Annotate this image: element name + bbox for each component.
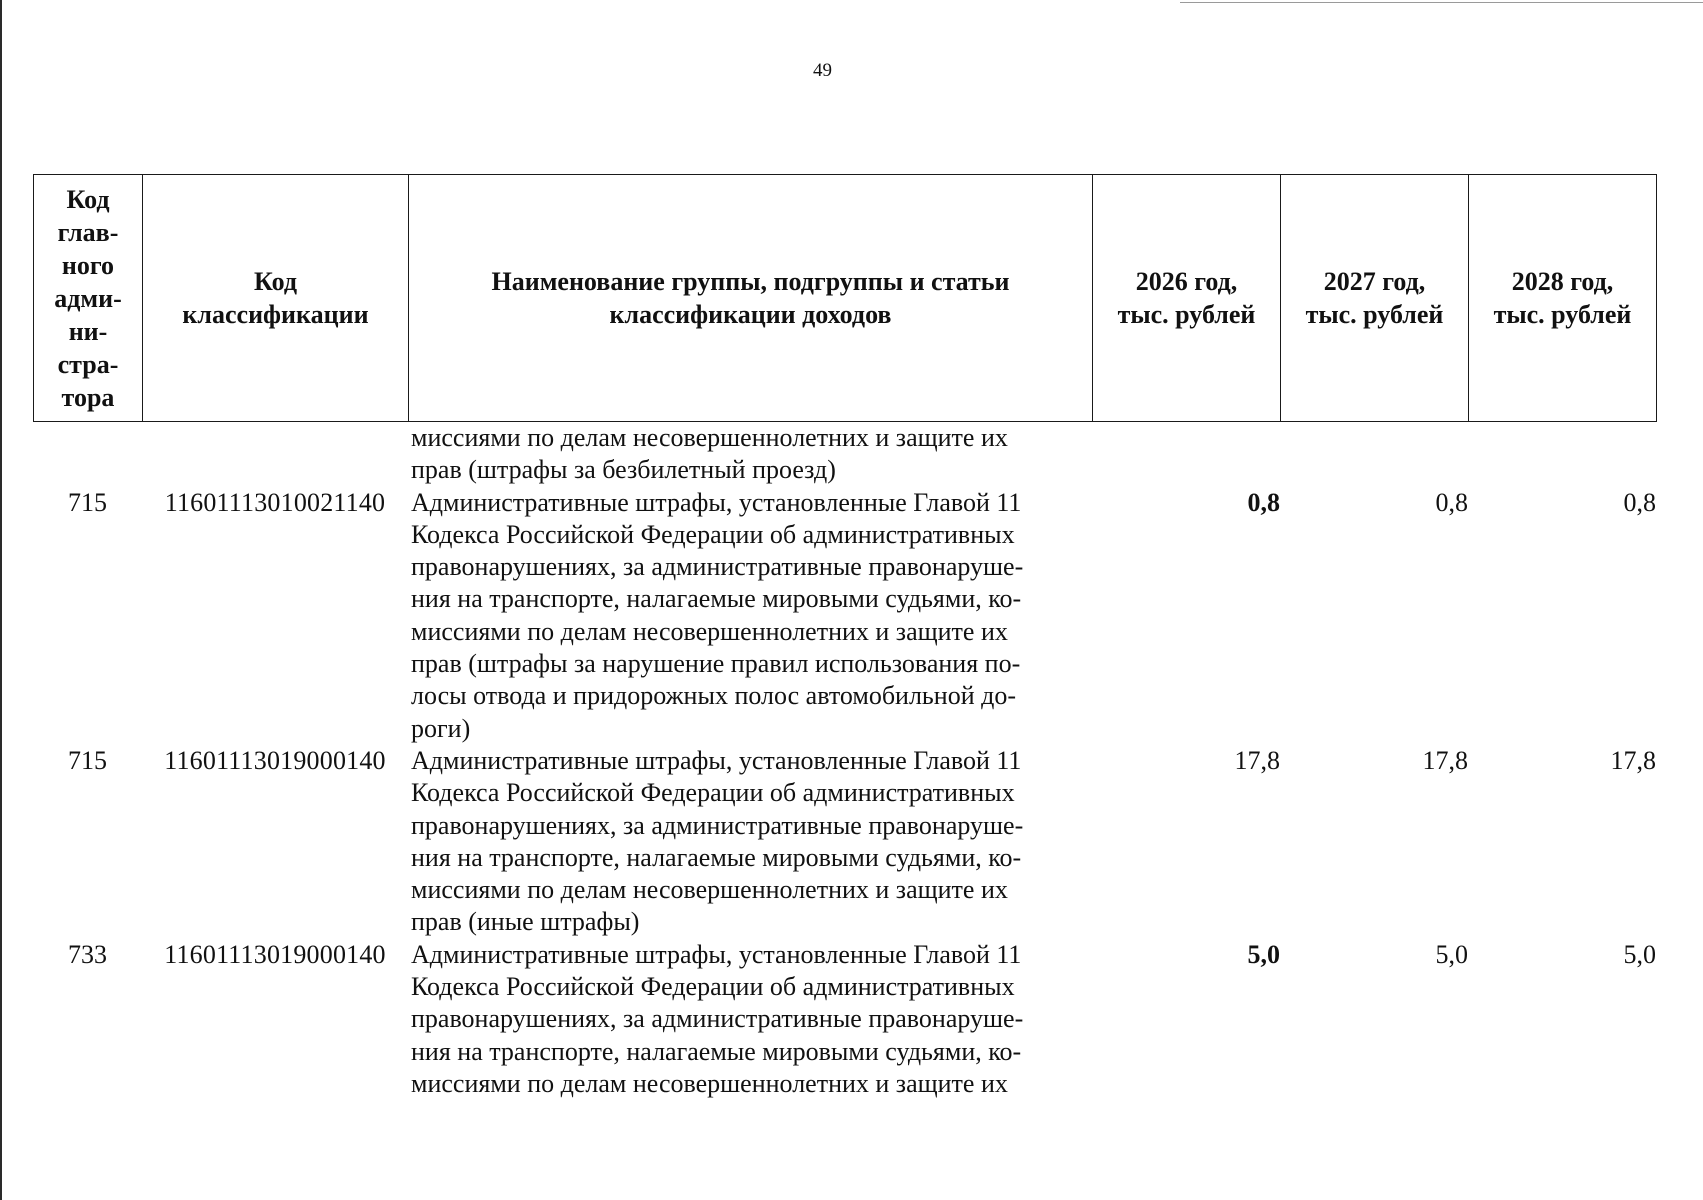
header-admin-code-line: адми-	[54, 283, 122, 313]
text-line: миссиями по делам несовершеннолетних и защите их	[411, 875, 1008, 905]
table-row	[33, 745, 1656, 939]
value-2026	[1092, 487, 1280, 519]
header-admin-code-line: тора	[61, 382, 115, 412]
table-body	[33, 422, 1656, 1100]
value-2028	[1468, 745, 1656, 777]
text-line: миссиями по делам несовершеннолетних и защите их	[411, 1068, 1008, 1098]
revenue-name	[411, 939, 1111, 1100]
value-2028-text: 17,8	[1610, 745, 1656, 775]
scan-left-edge	[0, 0, 2, 1200]
text-line: прав (штрафы за безбилетный проезд)	[411, 455, 836, 485]
value-2026-text: 17,8	[1234, 745, 1280, 775]
table-header	[33, 174, 1657, 422]
value-2027-text: 5,0	[1435, 939, 1468, 969]
value-2026	[1092, 745, 1280, 777]
header-name-line: классификации доходов	[609, 300, 892, 329]
classification-code: 11601113019000140	[164, 939, 386, 969]
text-line: прав (штрафы за нарушение правил использования по-	[411, 649, 1021, 679]
value-2026	[1092, 939, 1280, 971]
continuation-text	[411, 422, 1111, 487]
text-line: Административные штрафы, установленные Главой 11	[411, 939, 1022, 969]
header-year-2026-line: 2026 год,	[1135, 267, 1238, 296]
value-2027	[1280, 939, 1468, 971]
text-line: правонарушениях, за административные правонаруше-	[411, 1004, 1024, 1034]
header-year-2028-line: 2028 год,	[1511, 267, 1614, 296]
text-line: Кодекса Российской Федерации об административных	[411, 972, 1015, 1002]
text-line: Административные штрафы, установленные Главой 11	[411, 745, 1022, 775]
header-year-2028-line: тыс. рублей	[1493, 300, 1632, 329]
value-2026-text: 5,0	[1247, 939, 1280, 969]
header-name-line: Наименование группы, подгруппы и статьи	[491, 267, 1010, 296]
header-admin-code-line: Код	[66, 184, 110, 214]
header-year-2028	[1469, 175, 1657, 422]
classification-code: 11601113010021140	[164, 487, 386, 517]
text-line: миссиями по делам несовершеннолетних и защите их	[411, 616, 1008, 646]
value-2028-text: 5,0	[1623, 939, 1656, 969]
header-classification-code	[143, 175, 409, 422]
text-line: прав (иные штрафы)	[411, 907, 640, 937]
admin-code: 715	[68, 487, 107, 517]
header-classification-code-line: классификации	[182, 300, 369, 329]
header-name	[409, 175, 1093, 422]
scan-top-line	[1180, 2, 1703, 3]
header-row	[34, 175, 1657, 422]
value-2028-text: 0,8	[1623, 487, 1656, 517]
text-line: роги)	[411, 713, 471, 743]
revenue-name	[411, 487, 1111, 745]
header-admin-code-line: ного	[61, 250, 115, 280]
header-year-2027-line: тыс. рублей	[1305, 300, 1444, 329]
header-year-2026-line: тыс. рублей	[1117, 300, 1256, 329]
value-2028	[1468, 939, 1656, 971]
value-2027	[1280, 487, 1468, 519]
text-line: ния на транспорте, налагаемые мировыми судьями, ко-	[411, 1036, 1022, 1066]
value-2027	[1280, 745, 1468, 777]
header-admin-code	[34, 175, 143, 422]
page-number: 49	[813, 60, 832, 81]
value-2027-text: 17,8	[1422, 745, 1468, 775]
header-admin-code-line: глав-	[57, 217, 119, 247]
header-admin-code-line: ни-	[68, 316, 108, 346]
table-row	[33, 487, 1656, 745]
text-line: правонарушениях, за административные правонаруше-	[411, 810, 1024, 840]
value-2028	[1468, 487, 1656, 519]
text-line: Административные штрафы, установленные Главой 11	[411, 487, 1022, 517]
text-line: лосы отвода и придорожных полос автомобильной до-	[411, 681, 1017, 711]
header-admin-code-line: стра-	[57, 349, 119, 379]
header-year-2027	[1281, 175, 1469, 422]
admin-code: 715	[68, 745, 107, 775]
text-line: ния на транспорте, налагаемые мировыми судьями, ко-	[411, 584, 1022, 614]
value-2027-text: 0,8	[1435, 487, 1468, 517]
text-line: миссиями по делам несовершеннолетних и защите их	[411, 423, 1008, 452]
classification-code: 11601113019000140	[164, 745, 386, 775]
header-classification-code-line: Код	[254, 267, 297, 296]
value-2026-text: 0,8	[1247, 487, 1280, 517]
text-line: правонарушениях, за административные правонаруше-	[411, 552, 1024, 582]
header-year-2027-line: 2027 год,	[1323, 267, 1426, 296]
text-line: ния на транспорте, налагаемые мировыми судьями, ко-	[411, 842, 1022, 872]
text-line: Кодекса Российской Федерации об административных	[411, 519, 1015, 549]
table-row	[33, 939, 1656, 1100]
admin-code: 733	[68, 939, 107, 969]
header-year-2026	[1093, 175, 1281, 422]
text-line: Кодекса Российской Федерации об административных	[411, 778, 1015, 808]
continuation-row	[33, 422, 1656, 487]
revenue-name	[411, 745, 1111, 939]
